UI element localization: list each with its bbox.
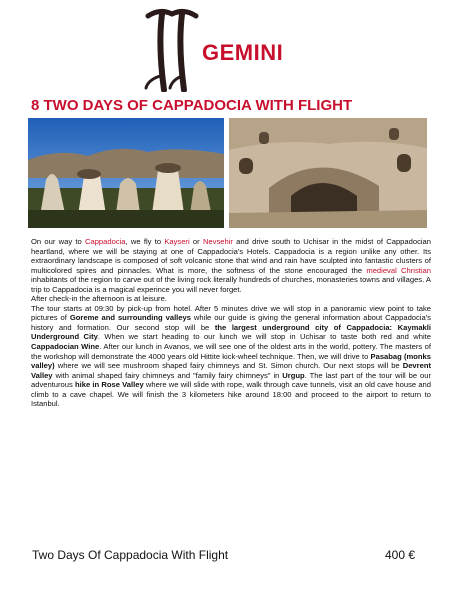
- tour-price: 400 €: [384, 548, 415, 562]
- devrent-highlight: Devrent Valley: [31, 361, 431, 380]
- text-run: , we fly to: [125, 237, 165, 246]
- text-run: with animal shaped fairy chimneys and "family fairy chimneys" in: [52, 370, 283, 380]
- page-title: 8 TWO DAYS OF CAPPADOCIA WITH FLIGHT: [31, 97, 353, 114]
- cave-church-photo: [229, 118, 427, 228]
- text-run: . When we start heading to our lunch we will stop in Uchisar to taste both red and white: [97, 332, 431, 342]
- text-run: while our guide is giving the general information about Cappadocia's history and formation. Our second stop will be: [31, 313, 431, 332]
- text-run: and drive south to Uchisar in the midst of Cappadocian heartland, where we will be staying at one of Cappadocia's Hotels. Cappadocia is a region unlike any other. Its extraordinary landscape is composed of soft volcanic stone that wind and rain have sculpted into fantastic clusters of multicolored spires and pinnacles. What is more, the softness of the stone encouraged the: [31, 237, 431, 275]
- urgup-highlight: Urgup: [282, 370, 305, 380]
- medieval-christian-highlight: medieval Christian: [366, 265, 431, 275]
- text-run: where we will see mushroom shaped fairy chimneys and St. Simon church. Our next stops will be: [54, 361, 403, 371]
- tour-name: Two Days Of Cappadocia With Flight: [32, 548, 229, 562]
- rose-valley-highlight: hike in Rose Valley: [75, 380, 144, 390]
- text-run: or: [189, 237, 203, 246]
- tour-description: [31, 237, 431, 409]
- place-kayseri: Kayseri: [164, 237, 190, 246]
- place-cappadocia: Cappadocia: [85, 237, 126, 246]
- wine-highlight: Cappadocian Wine: [31, 342, 100, 352]
- text-run: . After our lunch in Avanos, we will see one of the oldest arts in the world, pottery. The masters of the workshop will demonstrate the 4000 years old Hittite kick-wheel technique. Then, we will drive to: [31, 342, 431, 361]
- text-run: The tour starts at 09:30 by pick-up from hotel. After 5 minutes drive we will stop in a panoramic view point to take pictures of: [31, 303, 431, 323]
- intro-paragraph: [31, 237, 431, 294]
- text-run: inhabitants of the region to carve out of the living rock literally hundreds of churches, monasteries towns and villages. A trip to Cappadocia is a magical experince you will never forget.: [31, 275, 431, 294]
- pasabag-highlight: Pasabag (monks valley): [31, 351, 431, 371]
- place-nevsehir: Nevsehir: [202, 237, 233, 246]
- gemini-logo: [142, 6, 304, 92]
- goreme-highlight: Goreme and surrounding valleys: [69, 313, 191, 323]
- double-cross-mark-icon: [142, 6, 202, 92]
- fairy-chimneys-photo: [28, 118, 224, 228]
- text-run: On our way to: [31, 237, 85, 246]
- text-run: . The last part of the tour will be our adventurous: [31, 370, 431, 390]
- checkin-paragraph: After check-in the afternoon is at leisure.: [31, 294, 167, 304]
- logo-text: GEMINI: [202, 40, 284, 65]
- text-run: where we will slide with rope, walk through cave tunnels, visit an old cave house and climb to a cave chapel. We will finish the 3 kilometers hike around 18:00 and proceed to the airport to return to Istanbul.: [31, 380, 432, 409]
- kaymakli-highlight: the largest underground city of Cappadocia: Kaymakli Underground City: [31, 322, 431, 342]
- itinerary-paragraph: [31, 304, 431, 409]
